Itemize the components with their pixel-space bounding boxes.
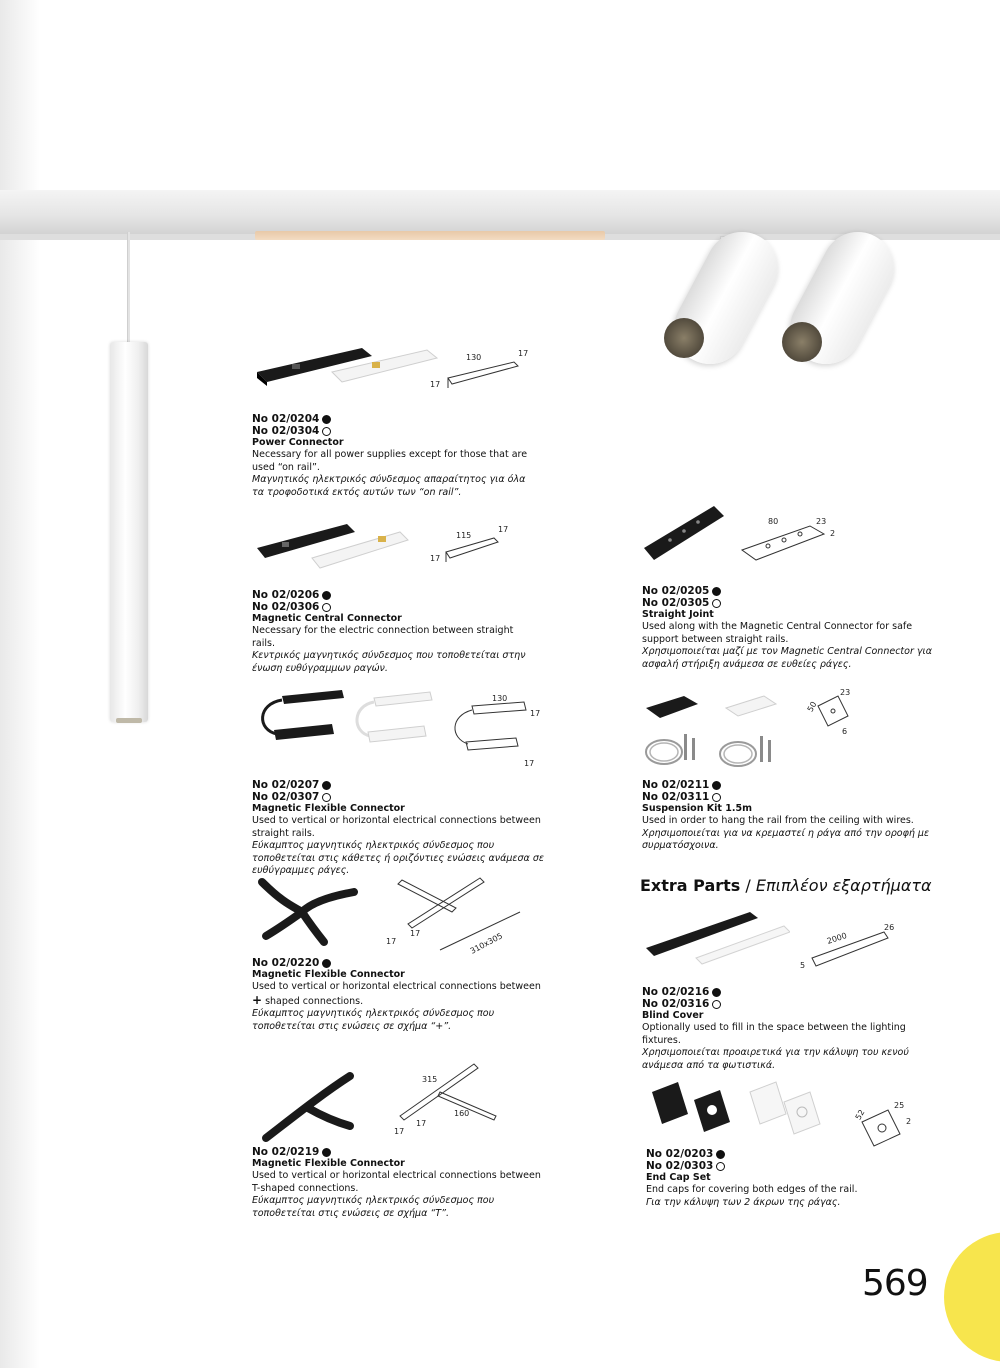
product-code: No 02/0304 bbox=[252, 425, 320, 437]
product-t-connector bbox=[252, 1146, 547, 1220]
product-description-en: Used to vertical or horizontal electrical connections between + shaped connections. bbox=[252, 981, 541, 1007]
product-blind-cover bbox=[642, 986, 942, 1072]
central-connector-dimensions bbox=[428, 522, 518, 570]
svg-text:17: 17 bbox=[498, 525, 509, 534]
svg-text:17: 17 bbox=[524, 759, 535, 768]
product-code: No 02/0305 bbox=[642, 597, 710, 609]
product-name: Magnetic Central Connector bbox=[252, 613, 402, 624]
black-color-dot bbox=[716, 1150, 725, 1159]
flexible-connector-image bbox=[252, 690, 442, 760]
power-connector-dimensions bbox=[428, 346, 538, 396]
straight-joint-image bbox=[640, 500, 730, 568]
white-color-dot bbox=[322, 793, 331, 802]
plus-connector-dimensions bbox=[380, 872, 530, 962]
white-color-dot bbox=[322, 603, 331, 612]
product-name: Blind Cover bbox=[642, 1010, 704, 1021]
svg-text:2: 2 bbox=[830, 529, 836, 538]
product-code: No 02/0203 bbox=[646, 1148, 714, 1160]
blind-cover-dimensions bbox=[796, 916, 906, 974]
svg-text:17: 17 bbox=[518, 349, 529, 358]
svg-text:80: 80 bbox=[768, 517, 779, 526]
product-description-en: End caps for covering both edges of the rail. bbox=[646, 1184, 858, 1195]
suspension-kit-image bbox=[640, 692, 810, 774]
product-name: Suspension Kit 1.5m bbox=[642, 803, 752, 814]
plus-symbol: + bbox=[252, 992, 263, 1007]
product-description-en: Necessary for all power supplies except for those that are used “on rail”. bbox=[252, 449, 528, 473]
product-description-en: Necessary for the electric connection between straight rails. bbox=[252, 625, 514, 649]
product-code: No 02/0311 bbox=[642, 791, 710, 803]
white-color-dot bbox=[712, 793, 721, 802]
product-code: No 02/0204 bbox=[252, 413, 320, 425]
central-connector-image bbox=[252, 518, 422, 580]
product-description-gr: Εύκαμπτος μαγνητικός ηλεκτρικός σύνδεσμος που τοποθετείται στις ενώσεις σε σχήμα “T”. bbox=[252, 1195, 495, 1219]
product-name: Straight Joint bbox=[642, 609, 714, 620]
product-code: No 02/0206 bbox=[252, 589, 320, 601]
pendant-light-bottom bbox=[116, 718, 142, 723]
end-cap-set-dimensions bbox=[852, 1096, 922, 1152]
spotlight-1-lens bbox=[664, 318, 704, 358]
svg-text:2: 2 bbox=[906, 1117, 912, 1126]
t-connector-image bbox=[252, 1068, 362, 1148]
product-code: No 02/0306 bbox=[252, 601, 320, 613]
product-code: No 02/0219 bbox=[252, 1146, 320, 1158]
product-description-en: Used in order to hang the rail from the ceiling with wires. bbox=[642, 815, 914, 826]
end-cap-set-image bbox=[648, 1078, 848, 1148]
svg-text:310x305: 310x305 bbox=[468, 931, 505, 956]
svg-text:25: 25 bbox=[894, 1101, 905, 1110]
product-description-en: Used to vertical or horizontal electrical connections between T-shaped connections. bbox=[252, 1170, 541, 1194]
track-rail bbox=[0, 190, 1000, 236]
black-color-dot bbox=[712, 988, 721, 997]
white-color-dot bbox=[712, 599, 721, 608]
svg-text:17: 17 bbox=[386, 937, 397, 946]
black-color-dot bbox=[322, 1148, 331, 1157]
product-code: No 02/0216 bbox=[642, 986, 710, 998]
product-name: Magnetic Flexible Connector bbox=[252, 1158, 405, 1169]
spotlight-2-lens bbox=[782, 322, 822, 362]
blind-cover-image bbox=[640, 908, 790, 968]
product-description-gr: Χρησιμοποιείται προαιρετικά για την κάλυψη του κενού ανάμεσα από τα φωτιστικά. bbox=[642, 1047, 909, 1071]
svg-text:130: 130 bbox=[466, 353, 482, 362]
product-description-gr: Χρησιμοποιείται για να κρεμαστεί η ράγα από την οροφή με συρματόσχοινα. bbox=[642, 827, 930, 851]
product-name: Magnetic Flexible Connector bbox=[252, 803, 405, 814]
product-suspension-kit bbox=[642, 779, 932, 853]
svg-text:17: 17 bbox=[394, 1127, 405, 1136]
svg-text:160: 160 bbox=[454, 1109, 470, 1118]
product-end-cap-set bbox=[646, 1148, 936, 1209]
svg-text:315: 315 bbox=[422, 1075, 438, 1084]
product-flexible-connector bbox=[252, 779, 547, 878]
svg-text:26: 26 bbox=[884, 923, 895, 932]
product-name: Power Connector bbox=[252, 437, 344, 448]
product-description-en: Used to vertical or horizontal electrical connections between straight rails. bbox=[252, 815, 541, 839]
product-code: No 02/0316 bbox=[642, 998, 710, 1010]
product-description-en: Optionally used to fill in the space between the lighting fixtures. bbox=[642, 1022, 906, 1046]
t-connector-dimensions bbox=[390, 1058, 510, 1138]
product-name: Magnetic Flexible Connector bbox=[252, 969, 405, 980]
white-color-dot bbox=[712, 1000, 721, 1009]
product-central-connector bbox=[252, 589, 537, 675]
black-color-dot bbox=[322, 591, 331, 600]
product-description-gr: Εύκαμπτος μαγνητικός ηλεκτρικός σύνδεσμος που τοποθετείται στις κάθετες ή οριζόντιες ενώσεις ανάμεσα σε ευθύγραμμες ράγες. bbox=[252, 840, 544, 876]
flexible-connector-dimensions bbox=[442, 694, 542, 774]
svg-text:5: 5 bbox=[800, 961, 806, 970]
svg-text:52: 52 bbox=[853, 1108, 867, 1122]
product-code: No 02/0207 bbox=[252, 779, 320, 791]
svg-text:17: 17 bbox=[430, 554, 441, 563]
product-description-en: Used along with the Magnetic Central Connector for safe support between straight rails. bbox=[642, 621, 913, 645]
svg-text:50: 50 bbox=[805, 700, 819, 714]
suspension-kit-dimensions bbox=[804, 686, 864, 740]
product-description-gr: Κεντρικός μαγνητικός σύνδεσμος που τοποθετείται στην ένωση ευθύγραμμων ραγών. bbox=[252, 650, 526, 674]
svg-text:130: 130 bbox=[492, 694, 508, 703]
svg-text:17: 17 bbox=[410, 929, 421, 938]
pendant-light bbox=[110, 342, 148, 722]
black-color-dot bbox=[322, 781, 331, 790]
rail-led-strip bbox=[255, 231, 605, 240]
product-power-connector bbox=[252, 413, 537, 499]
straight-joint-dimensions bbox=[738, 512, 848, 572]
product-code: No 02/0220 bbox=[252, 957, 320, 969]
white-color-dot bbox=[716, 1162, 725, 1171]
black-color-dot bbox=[322, 415, 331, 424]
svg-text:115: 115 bbox=[456, 531, 472, 540]
svg-text:2000: 2000 bbox=[825, 931, 848, 946]
black-color-dot bbox=[322, 959, 331, 968]
product-description-gr: Εύκαμπτος μαγνητικός ηλεκτρικός σύνδεσμος που τοποθετείται στις ενώσεις σε σχήμα “+”. bbox=[252, 1008, 495, 1032]
svg-text:17: 17 bbox=[430, 380, 441, 389]
product-code: No 02/0211 bbox=[642, 779, 710, 791]
product-code: No 02/0307 bbox=[252, 791, 320, 803]
product-description-gr: Για την κάλυψη των 2 άκρων της ράγας. bbox=[646, 1196, 841, 1208]
black-color-dot bbox=[712, 781, 721, 790]
white-color-dot bbox=[322, 427, 331, 436]
page-number: 569 bbox=[862, 1263, 928, 1304]
pendant-cord bbox=[127, 232, 130, 344]
product-code: No 02/0303 bbox=[646, 1160, 714, 1172]
plus-connector-image bbox=[252, 872, 362, 952]
extra-parts-heading: Extra Parts / Επιπλέον εξαρτήματα bbox=[640, 876, 932, 895]
product-straight-joint bbox=[642, 585, 932, 671]
product-plus-connector bbox=[252, 957, 547, 1033]
product-description-gr: Χρησιμοποιείται μαζί με τον Magnetic Central Connector για ασφαλή στήριξη ανάμεσα σε ευθείες ράγες. bbox=[642, 646, 932, 670]
svg-text:23: 23 bbox=[816, 517, 827, 526]
svg-text:6: 6 bbox=[842, 727, 848, 736]
svg-text:23: 23 bbox=[840, 688, 851, 697]
black-color-dot bbox=[712, 587, 721, 596]
product-code: No 02/0205 bbox=[642, 585, 710, 597]
product-description-gr: Μαγνητικός ηλεκτρικός σύνδεσμος απαραίτητος για όλα τα τροφοδοτικά εκτός αυτών των “on rail”. bbox=[252, 474, 526, 498]
product-name: End Cap Set bbox=[646, 1172, 711, 1183]
yellow-corner-circle bbox=[944, 1232, 1000, 1362]
svg-text:17: 17 bbox=[530, 709, 541, 718]
svg-text:17: 17 bbox=[416, 1119, 427, 1128]
